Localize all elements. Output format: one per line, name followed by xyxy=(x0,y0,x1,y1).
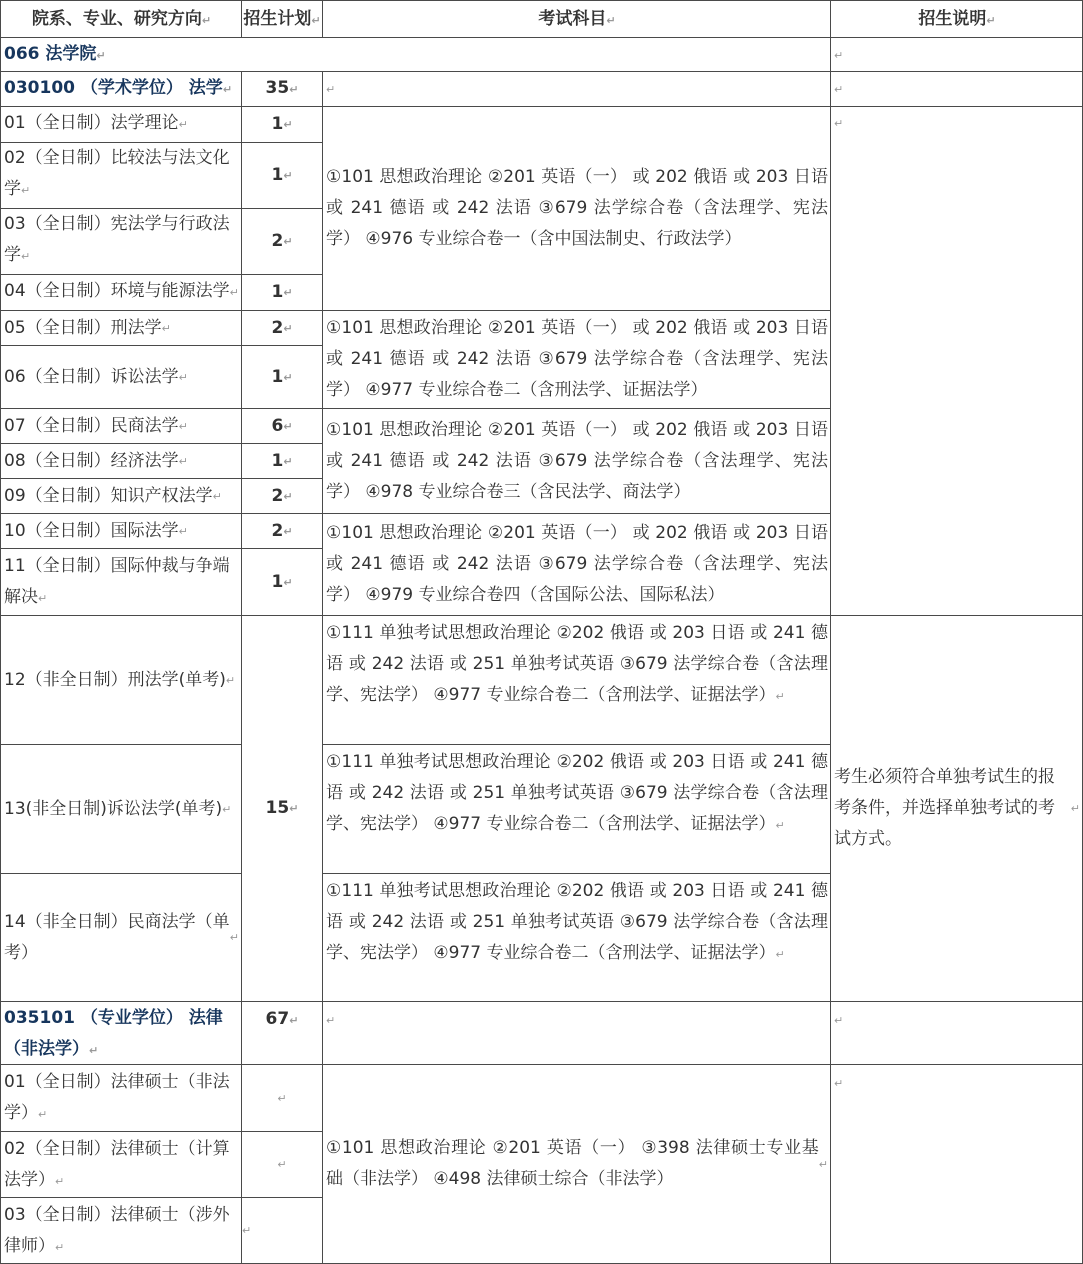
direction-quota: 1 ↵ xyxy=(242,275,323,311)
direction-quota-text: 1 xyxy=(271,114,284,134)
parttime-quota-text: 15 xyxy=(265,798,290,818)
direction-quota-text: 2 xyxy=(271,317,284,338)
exam-subjects xyxy=(323,409,831,514)
major-subjects: ↵ xyxy=(323,72,831,107)
direction-name: 08（全日制）经济法学 ↵ xyxy=(0,444,242,479)
direction-name: 14（非全日制）民商法学（单考） ↵ xyxy=(0,874,242,1002)
direction-name: 13(非全日制)诉讼法学(单考) ↵ xyxy=(0,745,242,874)
direction-quota: 2 ↵ xyxy=(242,311,323,346)
exam-subjects-text: ①101 思想政治理论 ②201 英语（一） 或 202 俄语 或 203 日语 或 241 德语 或 242 法语 ③679 法学综合卷（含法理学、宪法学） ④978 专业综合卷三（含民法学、商法学） xyxy=(326,419,828,502)
direction-name: 03（全日制）法律硕士（涉外律师）↵ xyxy=(0,1198,242,1264)
header-notes: 招生说明↵ xyxy=(831,0,1083,38)
exam-subjects-text: ①101 思想政治理论 ②201 英语（一） 或 202 俄语 或 203 日语 或 241 德语 或 242 法语 ③679 法学综合卷（含法理学、宪法学） ④979 专业综合卷四（含国际公法、国际私法） xyxy=(326,523,828,605)
exam-subjects: ①111 单独考试思想政治理论 ②202 俄语 或 203 日语 或 241 德语 或 242 法语 或 251 单独考试英语 ③679 法学综合卷（含法理学、宪法学） ④977 专业综合卷二（含刑法学、证据法学）↵ xyxy=(323,874,831,1002)
direction-quota: 2 ↵ xyxy=(242,479,323,514)
school-row: 066 法学院↵ xyxy=(0,38,831,72)
direction-name: 06（全日制）诉讼法学 ↵ xyxy=(0,346,242,409)
exam-subjects xyxy=(323,311,831,409)
direction-quota: 2 ↵ xyxy=(242,514,323,549)
exam-subjects-text: ①111 单独考试思想政治理论 ②202 俄语 或 203 日语 或 241 德语 或 242 法语 或 251 单独考试英语 ③679 法学综合卷（含法理学、宪法学） ④977 专业综合卷二（含刑法学、证据法学） xyxy=(326,623,828,705)
exam-subjects: ①111 单独考试思想政治理论 ②202 俄语 或 203 日语 或 241 德语 或 242 法语 或 251 单独考试英语 ③679 法学综合卷（含法理学、宪法学） ④977 专业综合卷二（含刑法学、证据法学）↵ xyxy=(323,745,831,874)
direction-quota: ↵ xyxy=(242,1132,323,1198)
major-title-text: 035101 （专业学位） 法律（非法学） xyxy=(4,1008,223,1059)
direction-quota-text: 1 xyxy=(271,366,284,387)
direction-name-text: 07（全日制）民商法学 xyxy=(4,415,179,436)
direction-name-text: 13(非全日制)诉讼法学(单考) xyxy=(4,798,223,819)
direction-notes: ↵ xyxy=(831,1065,1083,1264)
exam-subjects xyxy=(323,514,831,616)
major-quota-text: 35 xyxy=(265,78,290,98)
direction-name-text: 09（全日制）知识产权法学 xyxy=(4,485,213,506)
direction-name: 10（全日制）国际法学 ↵ xyxy=(0,514,242,549)
header-dept-text: 院系、专业、研究方向 xyxy=(31,9,202,29)
direction-name-text: 12（非全日制）刑法学(单考) xyxy=(4,669,226,690)
direction-name: 02（全日制）比较法与法文化学↵ xyxy=(0,143,242,209)
major-title-text: 030100 （学术学位） 法学 xyxy=(4,78,223,98)
direction-name-text: 03（全日制）法律硕士（涉外律师） xyxy=(4,1205,230,1256)
direction-quota: 1 ↵ xyxy=(242,549,323,616)
direction-quota: 1 ↵ xyxy=(242,143,323,209)
direction-name: 02（全日制）法律硕士（计算法学）↵ xyxy=(0,1132,242,1198)
direction-name: 04（全日制）环境与能源法学↵ xyxy=(0,275,242,311)
direction-name: 09（全日制）知识产权法学 ↵ xyxy=(0,479,242,514)
exam-subjects-text: ①111 单独考试思想政治理论 ②202 俄语 或 203 日语 或 241 德语 或 242 法语 或 251 单独考试英语 ③679 法学综合卷（含法理学、宪法学） ④977 专业综合卷二（含刑法学、证据法学） xyxy=(326,881,828,963)
header-notes-text: 招生说明 xyxy=(918,9,987,29)
exam-subjects-text: ①111 单独考试思想政治理论 ②202 俄语 或 203 日语 或 241 德语 或 242 法语 或 251 单独考试英语 ③679 法学综合卷（含法理学、宪法学） ④977 专业综合卷二（含刑法学、证据法学） xyxy=(326,752,828,834)
direction-name-text: 02（全日制）法律硕士（计算法学） xyxy=(4,1139,230,1190)
direction-quota-text: 1 xyxy=(271,571,284,592)
major-notes: ↵ xyxy=(831,72,1083,107)
direction-name-text: 03（全日制）宪法学与行政法学 xyxy=(4,214,230,265)
school-name: 066 法学院 xyxy=(4,44,97,64)
direction-quota-text: 1 xyxy=(271,165,284,185)
direction-quota-text: 1 xyxy=(271,450,284,471)
direction-name: 01（全日制）法律硕士（非法学）↵ xyxy=(0,1065,242,1132)
exam-subjects-text: ①101 思想政治理论 ②201 英语（一） 或 202 俄语 或 203 日语 或 241 德语 或 242 法语 ③679 法学综合卷（含法理学、宪法学） ④977 专业综合卷二（含刑法学、证据法学） xyxy=(326,318,828,400)
direction-notes: ↵ xyxy=(831,107,1083,616)
direction-quota: 1 ↵ xyxy=(242,107,323,143)
exam-subjects-text: ①101 思想政治理论 ②201 英语（一） ③398 法律硕士专业基础（非法学） ④498 法律硕士综合（非法学） xyxy=(326,1138,819,1189)
direction-quota: 1 ↵ xyxy=(242,444,323,479)
parttime-notes: 考生必须符合单独考试生的报考条件，并选择单独考试的考试方式。 ↵ xyxy=(831,616,1083,1002)
direction-name-text: 01（全日制）法学理论 xyxy=(4,113,179,133)
direction-name-text: 06（全日制）诉讼法学 xyxy=(4,366,179,387)
direction-quota-text: 2 xyxy=(271,485,284,506)
parttime-notes-text: 考生必须符合单独考试生的报考条件，并选择单独考试的考试方式。 xyxy=(834,767,1055,849)
direction-quota-text: 2 xyxy=(271,231,284,251)
direction-quota: ↵ xyxy=(242,1065,323,1132)
header-quota-text: 招生计划 xyxy=(243,9,312,29)
direction-name-text: 02（全日制）比较法与法文化学 xyxy=(4,148,230,199)
exam-subjects xyxy=(323,107,831,311)
major-quota: 35↵ xyxy=(242,72,323,107)
major-quota-text: 67 xyxy=(265,1009,290,1029)
major-quota: 67↵ xyxy=(242,1002,323,1065)
major-subjects: ↵ xyxy=(323,1002,831,1065)
direction-name-text: 10（全日制）国际法学 xyxy=(4,520,179,541)
header-dept: 院系、专业、研究方向↵ xyxy=(0,0,242,38)
direction-quota-text: 1 xyxy=(271,282,284,302)
direction-name-text: 11（全日制）国际仲裁与争端解决 xyxy=(4,556,230,607)
direction-quota: 1 ↵ xyxy=(242,346,323,409)
direction-name: 05（全日制）刑法学 ↵ xyxy=(0,311,242,346)
direction-name: 12（非全日制）刑法学(单考) ↵ xyxy=(0,616,242,745)
direction-name: 11（全日制）国际仲裁与争端解决↵ xyxy=(0,549,242,616)
header-subjects: 考试科目↵ xyxy=(323,0,831,38)
header-subjects-text: 考试科目 xyxy=(538,9,607,29)
direction-name-text: 14（非全日制）民商法学（单考） xyxy=(4,911,230,963)
school-notes: ↵ xyxy=(831,38,1083,72)
direction-name: 07（全日制）民商法学 ↵ xyxy=(0,409,242,444)
direction-name: 01（全日制）法学理论↵ xyxy=(0,107,242,143)
direction-quota: 2 ↵ xyxy=(242,209,323,275)
direction-quota-text: 6 xyxy=(271,415,284,436)
exam-subjects: ①111 单独考试思想政治理论 ②202 俄语 或 203 日语 或 241 德语 或 242 法语 或 251 单独考试英语 ③679 法学综合卷（含法理学、宪法学） ④977 专业综合卷二（含刑法学、证据法学）↵ xyxy=(323,616,831,745)
direction-name-text: 08（全日制）经济法学 xyxy=(4,450,179,471)
direction-quota-text: 2 xyxy=(271,520,284,541)
exam-subjects-text: ①101 思想政治理论 ②201 英语（一） 或 202 俄语 或 203 日语 或 241 德语 或 242 法语 ③679 法学综合卷（含法理学、宪法学） ④976 专业综合卷一（含中国法制史、行政法学） xyxy=(326,167,828,249)
direction-name-text: 04（全日制）环境与能源法学 xyxy=(4,281,230,301)
major-title: 030100 （学术学位） 法学↵ xyxy=(0,72,242,107)
direction-name-text: 05（全日制）刑法学 xyxy=(4,317,162,338)
direction-name: 03（全日制）宪法学与行政法学↵ xyxy=(0,209,242,275)
header-quota: 招生计划↵ xyxy=(242,0,323,38)
direction-quota: ↵ xyxy=(242,1198,323,1264)
parttime-quota: 15 ↵ xyxy=(242,616,323,1002)
exam-subjects: ①101 思想政治理论 ②201 英语（一） ③398 法律硕士专业基础（非法学） ④498 法律硕士综合（非法学） ↵ xyxy=(323,1065,831,1264)
major-notes: ↵ xyxy=(831,1002,1083,1065)
direction-quota: 6 ↵ xyxy=(242,409,323,444)
major-title: 035101 （专业学位） 法律（非法学）↵ xyxy=(0,1002,242,1065)
direction-name-text: 01（全日制）法律硕士（非法学） xyxy=(4,1072,230,1123)
